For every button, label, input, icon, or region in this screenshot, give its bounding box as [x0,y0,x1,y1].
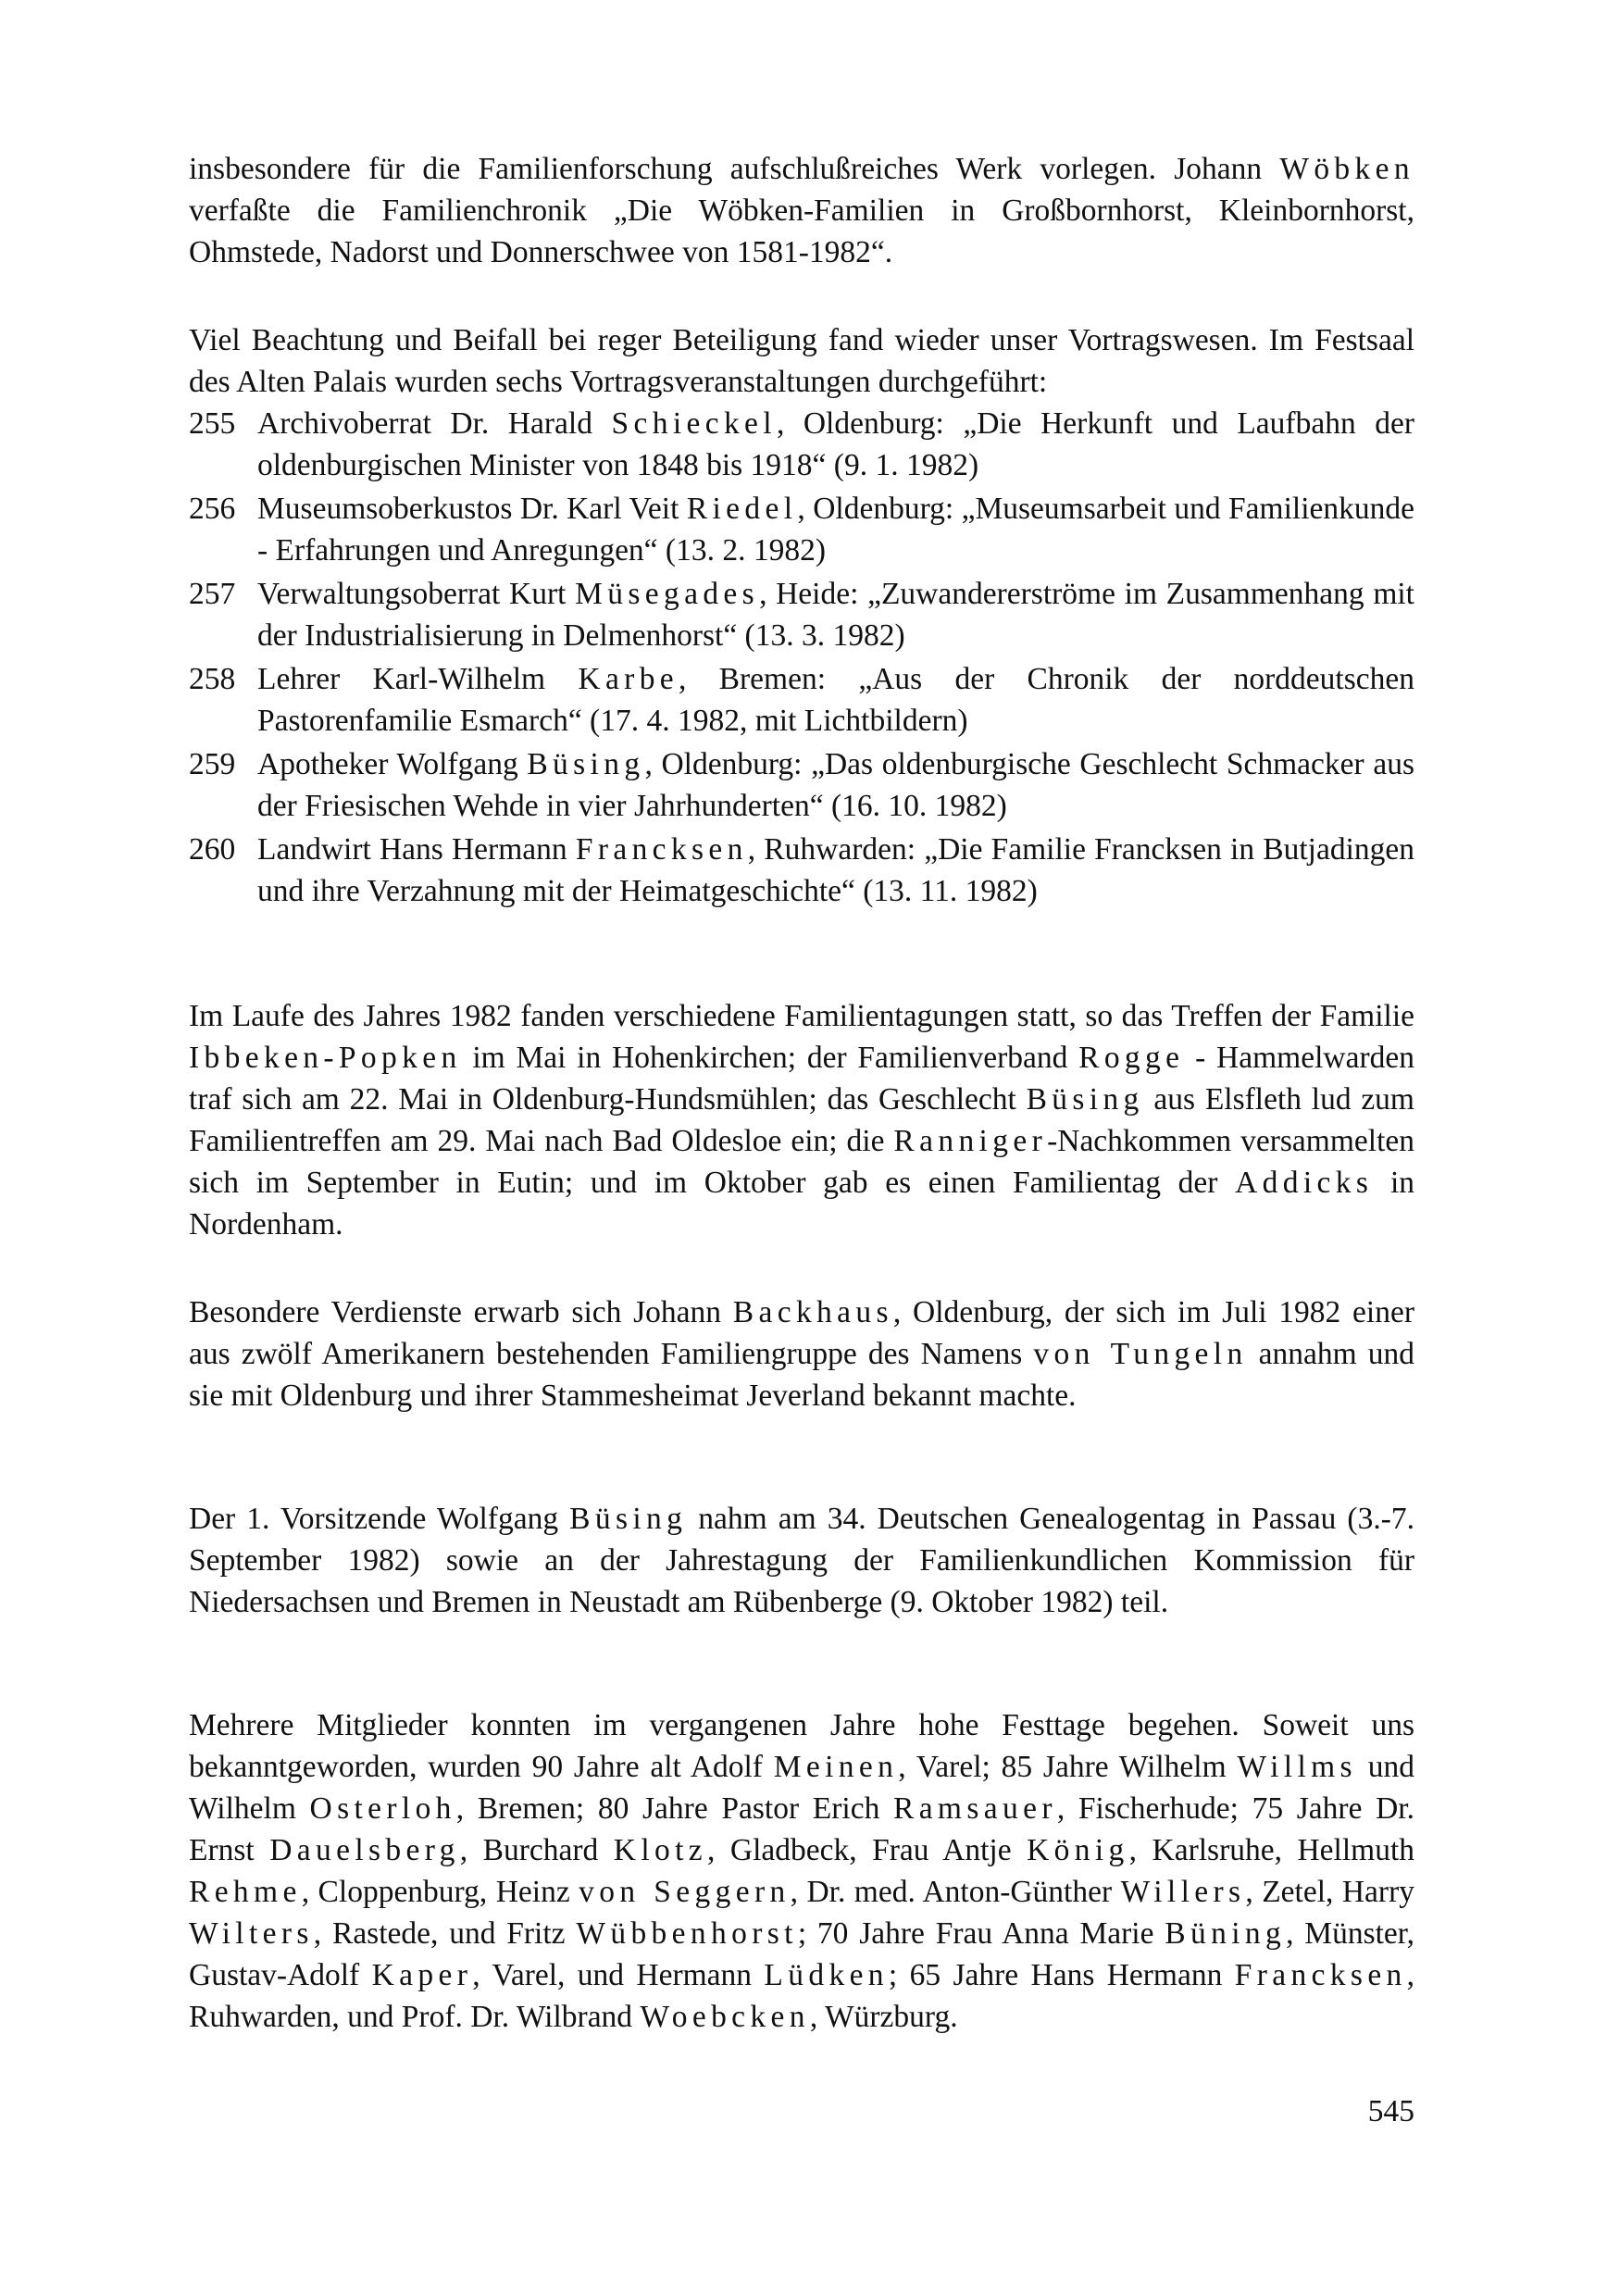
text-run: , Burchard [459,1833,614,1867]
text-run: ; 65 Jahre Hans Hermann [888,1958,1235,1992]
lecture-number: 255 [189,406,236,441]
lecture-item [189,658,1414,742]
text-column [189,148,1414,2038]
text-run: -Nachkommen versammelten sich im September in Eutin; und im Oktober gab es einen Familientag der [189,1124,1414,1200]
lecture-text [257,573,1414,656]
text-run: , Dr. med. Anton-Günther [790,1875,1121,1909]
text-run: Der 1. Vorsitzende Wolfgang [189,1502,570,1536]
text-run: , Zetel, Harry [1245,1875,1414,1909]
spaced-name: Dauelsberg [269,1833,460,1867]
spaced-name: von Tungeln [1033,1337,1248,1371]
spaced-name: Büsing [569,1502,688,1536]
lecture-number: 258 [189,662,236,696]
lecture-item [189,829,1414,912]
spaced-name: Francksen [575,832,748,867]
lecture-number: 256 [189,492,236,526]
lecture-item [189,743,1414,827]
text-run: , Varel; 85 Jahre Wilhelm [898,1750,1238,1784]
lecture-text [257,658,1414,742]
text-run: Verwaltungsoberrat Kurt [257,577,576,611]
paragraph-family-meetings [189,995,1414,1245]
paragraph-woebken-chronicle [189,148,1414,273]
text-run: Apotheker Wolfgang [257,747,528,781]
spaced-name: Büsing [527,747,645,781]
lecture-number: 259 [189,747,236,781]
text-run: , Oldenburg: „Das oldenburgische Geschlecht Schmacker aus der Friesischen Wehde in vier Jahrhunderten“ (16. 10. 1982) [257,747,1414,823]
spaced-name: Addicks [1235,1166,1374,1200]
text-run: in Nordenham. [189,1166,1414,1242]
spaced-name: Willms [1237,1750,1357,1784]
text-run: , Fischerhude; 75 Jahre Dr. Ernst [189,1791,1414,1867]
spaced-name: Woebcken [640,2000,810,2034]
text-run: Archivoberrat Dr. Harald [257,406,612,441]
spaced-name: Klotz [613,1833,708,1867]
lecture-text [257,403,1414,486]
text-run: , Oldenburg: „Die Herkunft und Laufbahn der oldenburgischen Minister von 1848 bis 1918“ (9. 1. 1982) [257,406,1415,482]
text-run: Museumsoberkustos Dr. Karl Veit [257,492,687,526]
text-run: , Oldenburg, der sich im Juli 1982 einer aus zwölf Amerikanern bestehenden Familiengruppe des Namens [189,1295,1415,1371]
spaced-name: Riedel [686,492,798,526]
text-run: , Varel, und Hermann [472,1958,765,1992]
spaced-name: Büsing [1026,1082,1144,1117]
paragraph-backhaus [189,1292,1414,1416]
text-run: , Bremen: „Aus der Chronik der norddeutschen Pastorenfamilie Esmarch“ (17. 4. 1982, mit Lichtbildern) [257,662,1414,738]
text-run: , Ruhwarden, und Prof. Dr. Wilbrand [189,1958,1415,2034]
text-run: , Ruhwarden: „Die Familie Francksen in Butjadingen und ihre Verzahnung mit der Heimatgeschichte“ (13. 11. 1982) [257,832,1414,908]
lecture-item [189,488,1414,571]
spaced-name: König [1027,1833,1129,1867]
page-number: 545 [1367,2094,1414,2128]
text-run: nahm am 34. Deutschen Genealogentag in Passau (3.-7. September 1982) sowie an der Jahrestagung der Familienkundlichen Kommission für Niedersachsen und Bremen in Neustadt am Rübenberge (9. Oktober 1982) teil. [189,1502,1414,1619]
text-run: im Mai in Hohenkirchen; der Familienverband [461,1041,1079,1075]
spaced-name: Lüdken [764,1958,889,1992]
paragraph-birthdays [189,1704,1414,2038]
text-run: , Oldenburg: „Museumsarbeit und Familienkunde - Erfahrungen und Anregungen“ (13. 2. 1982) [257,492,1415,568]
text-run: , Münster, Gustav-Adolf [189,1916,1414,1992]
text-run: verfaßte die Familienchronik „Die Wöbken-Familien in Großbornhorst, Kleinbornhorst, Ohmstede, Nadorst und Donnerschwee von 1581-1982“. [189,193,1414,269]
spaced-name: Rehme [189,1875,302,1909]
spaced-name: Kaper [371,1958,473,1992]
spaced-name: Meinen [773,1750,899,1784]
spaced-name: von Seggern [579,1875,791,1909]
text-run: Besondere Verdienste erwarb sich Johann [189,1295,733,1329]
spaced-name: Müsegades [575,577,760,611]
text-run: , Karlsruhe, Hellmuth [1128,1833,1415,1867]
spaced-name: Wöbken [1279,152,1414,186]
spaced-name: Backhaus [732,1295,893,1329]
spaced-name: Schieckel [611,406,777,441]
spaced-name: Büning [1165,1916,1287,1951]
lecture-number: 260 [189,832,236,867]
spaced-name: Osterloh [309,1791,456,1826]
lecture-text [257,829,1414,912]
text-run: Lehrer Karl-Wilhelm [257,662,579,696]
spaced-name: Karbe [578,662,679,696]
lecture-text [257,488,1414,571]
lecture-list [189,403,1414,912]
text-run: , Heide: „Zuwandererströme im Zusammenhang mit der Industrialisierung in Delmenhorst“ (13. 3. 1982) [257,577,1414,653]
text-run: und Wilhelm [189,1750,1414,1826]
spaced-name: Willers [1120,1875,1246,1909]
paragraph-lectures-intro [189,319,1414,403]
text-run: ; 70 Jahre Frau Anna Marie [797,1916,1165,1951]
text-run: , Cloppenburg, Heinz [301,1875,579,1909]
lecture-number: 257 [189,577,236,611]
spaced-name: Ranniger [893,1124,1048,1158]
lecture-text [257,743,1414,827]
text-run: - Hammelwarden traf sich am 22. Mai in Oldenburg-Hundsmühlen; das Geschlecht [189,1041,1414,1117]
paragraph-chairman [189,1498,1414,1623]
text-run: Im Laufe des Jahres 1982 fanden verschiedene Familientagungen statt, so das Treffen der Familie [189,999,1414,1033]
text-run: Landwirt Hans Hermann [257,832,576,867]
spaced-name: Wilters [189,1916,314,1951]
text-run: , Würzburg. [809,2000,958,2034]
text-run: insbesondere für die Familienforschung aufschlußreiches Werk vorlegen. Johann [189,152,1280,186]
text-run: Mehrere Mitglieder konnten im vergangenen Jahre hohe Festtage begehen. Soweit uns bekanntgeworden, wurden 90 Jahre alt Adolf [189,1708,1414,1784]
text-run: Viel Beachtung und Beifall bei reger Beteiligung fand wieder unser Vortragswesen. Im Festsaal des Alten Palais wurden sechs Vortragsveranstaltungen durchgeführt: [189,323,1414,399]
text-run: aus Elsfleth lud zum Familientreffen am 29. Mai nach Bad Oldesloe ein; die [189,1082,1414,1158]
lecture-item [189,573,1414,656]
spaced-name: Ibbeken-Popken [189,1041,462,1075]
spaced-name: Ramsauer [893,1791,1057,1826]
text-run: , Gladbeck, Frau Antje [707,1833,1028,1867]
text-run: , Bremen; 80 Jahre Pastor Erich [455,1791,893,1826]
spaced-name: Francksen [1234,1958,1407,1992]
spaced-name: Wübbenhorst [576,1916,798,1951]
text-run: , Rastede, und Fritz [313,1916,577,1951]
spaced-name: Rogge [1078,1041,1185,1075]
lecture-item [189,403,1414,486]
text-run: annahm und sie mit Oldenburg und ihrer Stammesheimat Jeverland bekannt machte. [189,1337,1414,1413]
